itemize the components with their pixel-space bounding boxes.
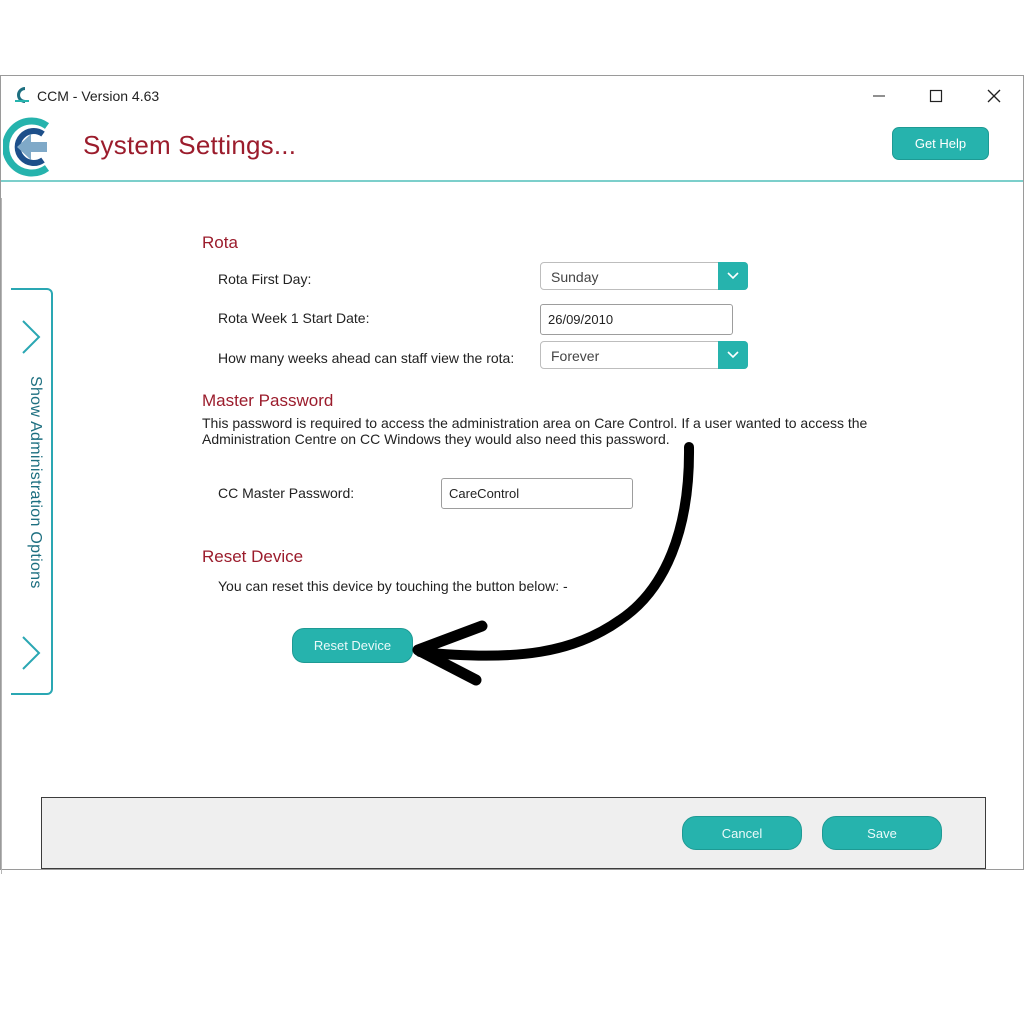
weeks-ahead-dropdown-button[interactable]	[718, 341, 748, 369]
maximize-button[interactable]	[916, 81, 956, 111]
close-icon	[987, 89, 1001, 103]
master-password-input[interactable]	[441, 478, 633, 509]
master-password-section-title: Master Password	[202, 391, 334, 410]
minimize-icon	[872, 89, 886, 103]
maximize-icon	[929, 89, 943, 103]
rota-week1-label: Rota Week 1 Start Date:	[218, 310, 370, 326]
window-title: CCM - Version 4.63	[37, 88, 160, 104]
weeks-ahead-select[interactable]	[540, 341, 748, 369]
rota-first-day-value: Sunday	[551, 269, 599, 285]
get-help-button[interactable]: Get Help	[892, 127, 989, 160]
chevron-down-icon	[726, 350, 740, 360]
reset-device-section-title: Reset Device	[202, 547, 304, 566]
cancel-button[interactable]: Cancel	[682, 816, 802, 850]
page-header	[1, 114, 1023, 182]
page-title: System Settings...	[83, 130, 297, 160]
reset-device-button[interactable]: Reset Device	[292, 628, 413, 663]
master-password-label: CC Master Password:	[218, 485, 355, 501]
rota-first-day-label: Rota First Day:	[218, 271, 312, 287]
chevron-right-icon	[19, 634, 43, 672]
side-divider	[1, 198, 2, 874]
weeks-ahead-value: Forever	[551, 348, 600, 364]
minimize-button[interactable]	[859, 81, 899, 111]
title-bar	[1, 76, 1023, 114]
app-logo-icon	[13, 86, 31, 104]
back-logo-icon[interactable]	[3, 114, 59, 180]
rota-first-day-select[interactable]	[540, 262, 748, 290]
master-password-description: This password is required to access the administration area on Care Control. If a user wanted to access the Administration Centre on CC Windows they would also need this password.	[202, 415, 868, 447]
show-admin-options-label: Show Administration Options	[27, 376, 44, 589]
footer-bar	[41, 797, 986, 869]
rota-section-title: Rota	[202, 233, 238, 252]
reset-device-description: You can reset this device by touching the button below: -	[218, 578, 568, 594]
chevron-down-icon	[726, 271, 740, 281]
save-button[interactable]: Save	[822, 816, 942, 850]
close-button[interactable]	[974, 81, 1014, 111]
rota-week1-start-date-input[interactable]	[540, 304, 733, 335]
chevron-right-icon	[19, 318, 43, 356]
show-admin-options-tab[interactable]	[11, 288, 53, 695]
weeks-ahead-label: How many weeks ahead can staff view the rota:	[218, 350, 515, 366]
app-window	[0, 75, 1024, 870]
rota-first-day-dropdown-button[interactable]	[718, 262, 748, 290]
